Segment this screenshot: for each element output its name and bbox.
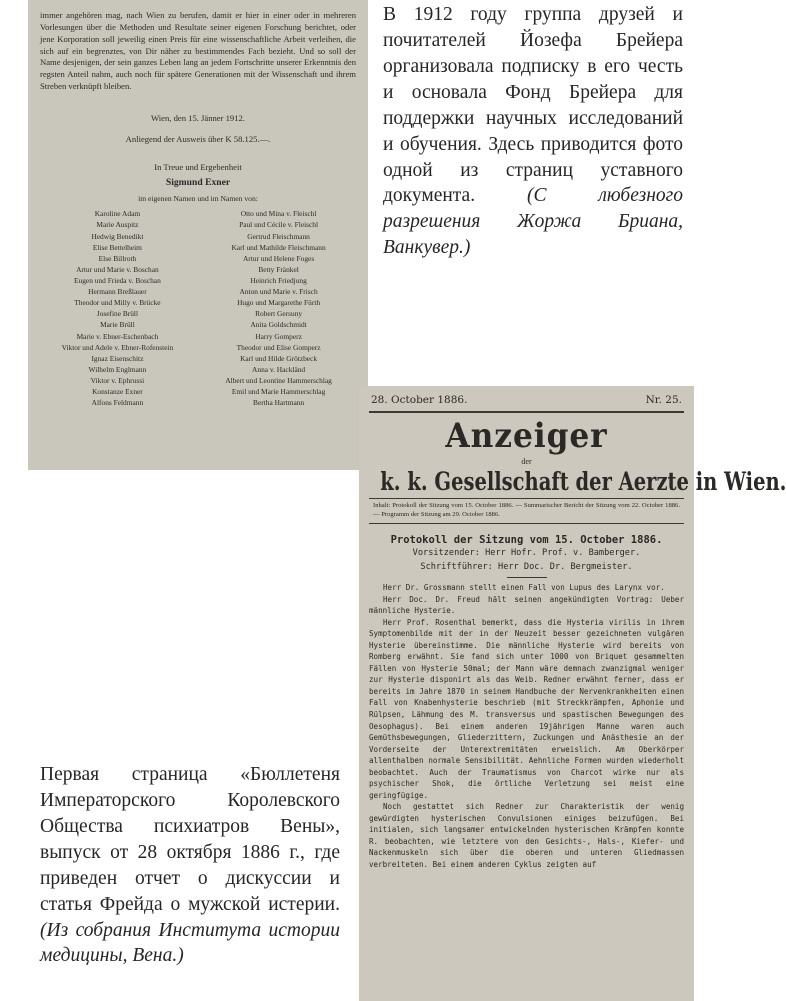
newspaper-society: k. k. Gesellschaft der Aerzte in Wien. xyxy=(380,466,786,496)
caption-top xyxy=(383,2,683,261)
signatory-column-left xyxy=(40,208,195,408)
signatory-name: Viktor v. Ephrussi xyxy=(90,375,145,385)
newspaper-paragraph: Herr Doc. Dr. Freud hält seinen angekündigten Vortrag: Ueber männliche Hysterie. xyxy=(369,594,684,616)
caption-top-credit: (С любезного разрешения Жоржа Бриана, Ванкувер.) xyxy=(383,185,683,259)
newspaper-date: 28. October 1886. xyxy=(371,394,468,406)
signatory-name: Anton und Marie v. Frisch xyxy=(239,287,318,297)
signatory-name: Theodor und Milly v. Brücke xyxy=(74,298,161,308)
protocol-secretary: Schriftführer: Herr Doc. Dr. Bergmeister. xyxy=(420,561,633,572)
caption-bottom xyxy=(40,762,340,969)
signatory-name: Else Billroth xyxy=(98,253,137,263)
newspaper-scan xyxy=(359,386,786,1001)
signatory-column-right xyxy=(201,208,356,408)
signatory-name: Eugen und Frieda v. Boschan xyxy=(74,275,161,285)
signatory-name: Artur und Marie v. Boschan xyxy=(76,264,159,274)
newspaper-header xyxy=(369,394,684,406)
protocol-chair: Vorsitzender: Herr Hofr. Prof. v. Bamberger. xyxy=(412,547,641,558)
newspaper-paragraph: Herr Prof. Rosenthal bemerkt, dass die Hysteria virilis in ihrem Symptomenbilde mit der in der Neuzeit besser gezeichneten vulgären Hysterie übereinstimme. Die männliche Hysterie wird bereits von Romberg erwähnt. Sie fand sich unter 1000 von Briquet gesammelten Fällen von Hysterie 50mal; der Mann wäre demnach zwanzigmal weniger zur Hysterie disponirt als das Weib. Redner erwähnt ferner, dass er bereits im Jahre 1870 in seinem Handbuche der Nervenkrankheiten einen Fall von Knabenhysterie beschrieb (mit Streckkrämpfen, Aphonie und Rülpsen, Lähmung des M. transversus und spastischen Bewegungen des Oesophagus). Bei einem anderen 19jährigen Manne waren auch Gemüthsbewegungen, Gliederzittern, Zuckungen und Anästhesie an der Vorderseite der Unterextremitäten erweislich. Am Oberkörper allenthalben normale Sensibilität. Aehnliche Formen wurden wiederholt beobachtet. Auch der Traumatismus von Charcot wirke nur als psychischer Shok, die örtliche Verletzung sei meist eine geringfügige. xyxy=(369,617,684,800)
signatory-name: Hermann Breßlauer xyxy=(88,287,147,297)
signatory-name: Karl und Hilde Grötzbeck xyxy=(240,353,318,363)
signatory-name: Marie Brüll xyxy=(100,320,135,330)
signatory-name: Gertrud Fleischmann xyxy=(247,231,310,241)
signatory-name: Elise Bettelheim xyxy=(92,242,142,252)
caption-bottom-text: Первая страница «Бюллетеня Императорского Королевского Общества психиатров Вены», выпуск от 28 октября 1886 г., где приведен отчет о дискуссии и статья Фрейда о мужской истерии. xyxy=(40,764,340,915)
signatory-name: Marie v. Ebner-Eschenbach xyxy=(76,331,159,341)
signatory-name: Anita Goldschmidt xyxy=(250,320,307,330)
signatory-name: Heinrich Friedjung xyxy=(250,275,307,285)
signatory-name: Harry Gomperz xyxy=(255,331,302,341)
signatory-list xyxy=(40,208,356,408)
signatory-name: Artur und Helene Foges xyxy=(242,253,315,263)
signatory-name: Robert Gersuny xyxy=(255,309,303,319)
signatory-name: Bertha Hartmann xyxy=(253,398,305,408)
letter-enclosed-note: Anliegend der Ausweis über K 58.125.—. xyxy=(125,133,271,144)
newspaper-paragraph: Herr Dr. Grossmann stellt einen Fall von Lupus des Larynx vor. xyxy=(383,583,665,593)
newspaper-contents: Inhalt: Protokoll der Sitzung vom 15. October 1886. — Summarischer Bericht der Sitzung vom 22. October 1886. — Programm der Sitzung am 29. October 1886. xyxy=(373,502,680,519)
signatory-name: Karl und Mathilde Fleischmann xyxy=(231,242,326,252)
newspaper-masthead: Anzeiger xyxy=(445,416,608,456)
protocol-divider xyxy=(507,577,547,578)
header-divider xyxy=(369,411,684,413)
signatory-name: Betty Fränkel xyxy=(258,264,299,274)
masthead-der: der xyxy=(521,456,532,466)
letter-on-behalf: im eigenen Namen und im Namen von: xyxy=(138,193,258,203)
caption-top-text: В 1912 году группа друзей и почитателей Йозефа Брейера организовала подписку в его честь и основала Фонд Брейера для поддержки научных исследований и обучения. Здесь приводится фото одной из страниц уставного документа. xyxy=(383,4,683,207)
signatory-name: Karoline Adam xyxy=(94,209,141,219)
newspaper-issue: Nr. 25. xyxy=(645,394,682,406)
letter-date: Wien, den 15. Jänner 1912. xyxy=(151,113,245,124)
signatory-name: Ignaz Eisenschitz xyxy=(91,353,144,363)
protocol-title: Protokoll der Sitzung vom 15. October 1886. xyxy=(390,533,663,546)
signatory-name: Marie Auspitz xyxy=(96,220,139,230)
signatory-name: Konstanze Exner xyxy=(92,387,143,397)
signatory-name: Josefine Brüll xyxy=(96,309,139,319)
letter-body: immer angehören mag, nach Wien zu berufen, damit er hier in einer oder in mehreren Vorlesungen über die Methoden und Resultate seiner eigenen Forschung berichtet, oder jene Korporation soll jeweilig einen Preis für eine wissenschaftliche Arbeit verleihen, die sich auf ein begrenztes, von Dir näher zu bestimmendes Fach bezieht. Und so soll der Name desjenigen, der sein ganzes Leben lang an jedem Fortschritte unserer Erkenntnis den regsten Anteil nahm, auch noch für spätere Generationen mit der Wissenschaft und ihrem Streben verknüpft bleiben. xyxy=(40,10,356,92)
signatory-name: Wilhelm Englmann xyxy=(88,364,147,374)
letter-closing: In Treue und Ergebenheit xyxy=(154,161,242,172)
signatory-name: Theodor und Elise Gomperz xyxy=(236,342,321,352)
newspaper-paragraph: Noch gestattet sich Redner zur Charakteristik der wenig gewürdigten hysterischen Convulsionen einiges beizufügen. Bei initialen, sich langsamer entwickelnden hysterischen Krämpfen konnte R. beobachten, wie letztere von den Gesichts-, Hals-, Kiefer- und Nackenmuskeln sich über die oberen und unteren Gliedmassen verbreiteten. Bei einem anderen Cyklus zeigten auf xyxy=(369,802,684,869)
signatory-name: Anna v. Hackländ xyxy=(252,364,306,374)
signatory-name: Otto und Mina v. Fleischl xyxy=(240,209,317,219)
signatory-name: Hedwig Benedikt xyxy=(91,231,144,241)
caption-bottom-credit: (Из собрания Института истории медицины, Вена.) xyxy=(40,919,340,967)
signatory-name: Viktor und Adele v. Ebner-Rofenstein xyxy=(61,342,174,352)
signatory-name: Albert und Leontine Hammerschlag xyxy=(225,375,332,385)
signatory-name: Hugo und Margarethe Fürth xyxy=(237,298,321,308)
signatory-name: Paul und Cécile v. Fleischl xyxy=(239,220,319,230)
signatory-name: Emil und Marie Hammerschlag xyxy=(231,387,326,397)
contents-divider xyxy=(369,523,684,524)
letter-scan xyxy=(28,0,368,470)
letter-signer: Sigmund Exner xyxy=(165,176,231,188)
signatory-name: Alfons Feldmann xyxy=(91,398,144,408)
masthead-divider xyxy=(369,498,684,499)
newspaper-body xyxy=(369,582,684,870)
